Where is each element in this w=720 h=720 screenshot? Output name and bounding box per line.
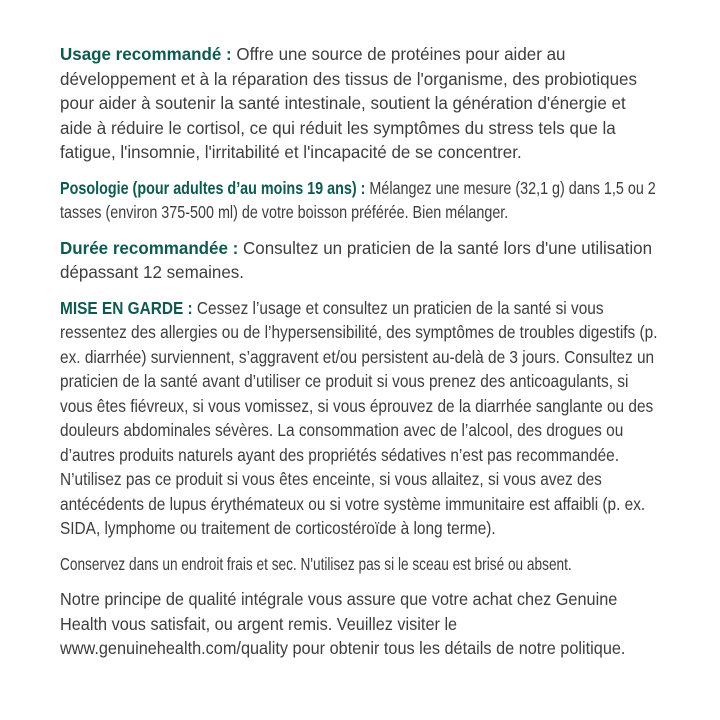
mise-en-garde-heading: MISE EN GARDE :: [60, 297, 193, 318]
paragraph-posologie: [60, 176, 662, 225]
duree-recommandee-heading: Durée recommandée :: [60, 237, 239, 258]
posologie-heading: Posologie (pour adultes d’au moins 19 ans) :: [60, 177, 366, 198]
paragraph-storage-notice: [60, 552, 662, 577]
paragraph-quality-guarantee: [60, 587, 662, 661]
duree-recommandee-body: Consultez un praticien de la santé lors d'une utilisation dépassant 12 semaines.: [60, 237, 653, 282]
paragraph-usage-recommande: [60, 42, 661, 165]
paragraph-duree-recommandee: [60, 236, 661, 285]
usage-recommande-body: Offre une source de protéines pour aider au développement et à la réparation des tissus de l'organisme, des probiotiques pour aider à soutenir la santé intestinale, soutient la génération d'énergie et aide à réduire le cortisol, ce qui réduit les symptômes du stress tels que la fatigue, l'insomnie, l'irritabilité et l'incapacité de se concentrer.: [60, 44, 637, 162]
mise-en-garde-body: Cessez l’usage et consultez un praticien de la santé si vous ressentez des allergies ou de l’hypersensibilité, des symptômes de troubles digestifs (p. ex. diarrhée) surviennent, s’aggravent et/ou persistent au-delà de 3 jours. Consultez un praticien de la santé avant d’utiliser ce produit si vous prenez des anticoagulants, si vous êtes fiévreux, si vous vomissez, si vous éprouvez de la diarrhée sanglante ou des douleurs abdominales sévères. La consommation avec de l’alcool, des drogues ou d’autres produits naturels ayant des propriétés sédatives n’est pas recommandée. N’utilisez pas ce produit si vous êtes enceinte, si vous allaitez, si vous avez des antécédents de lupus érythémateux ou si votre système immunitaire est affaibli (p. ex. SIDA, lymphome ou traitement de corticostéroïde à long terme).: [60, 297, 658, 538]
quality-guarantee-body: Notre principe de qualité intégrale vous assure que votre achat chez Genuine Health vous satisfait, ou argent remis. Veuillez visiter le www.genuinehealth.com/quality pour obtenir tous les détails de notre politique.: [60, 589, 626, 658]
paragraph-mise-en-garde: [60, 296, 662, 541]
usage-recommande-heading: Usage recommandé :: [60, 44, 232, 64]
storage-notice-body: Conservez dans un endroit frais et sec. N'utilisez pas si le sceau est brisé ou absent.: [60, 553, 572, 574]
posologie-body: Mélangez une mesure (32,1 g) dans 1,5 ou 2 tasses (environ 375-500 ml) de votre boisson préférée. Bien mélanger.: [60, 177, 656, 222]
label-text-block: [60, 42, 662, 672]
